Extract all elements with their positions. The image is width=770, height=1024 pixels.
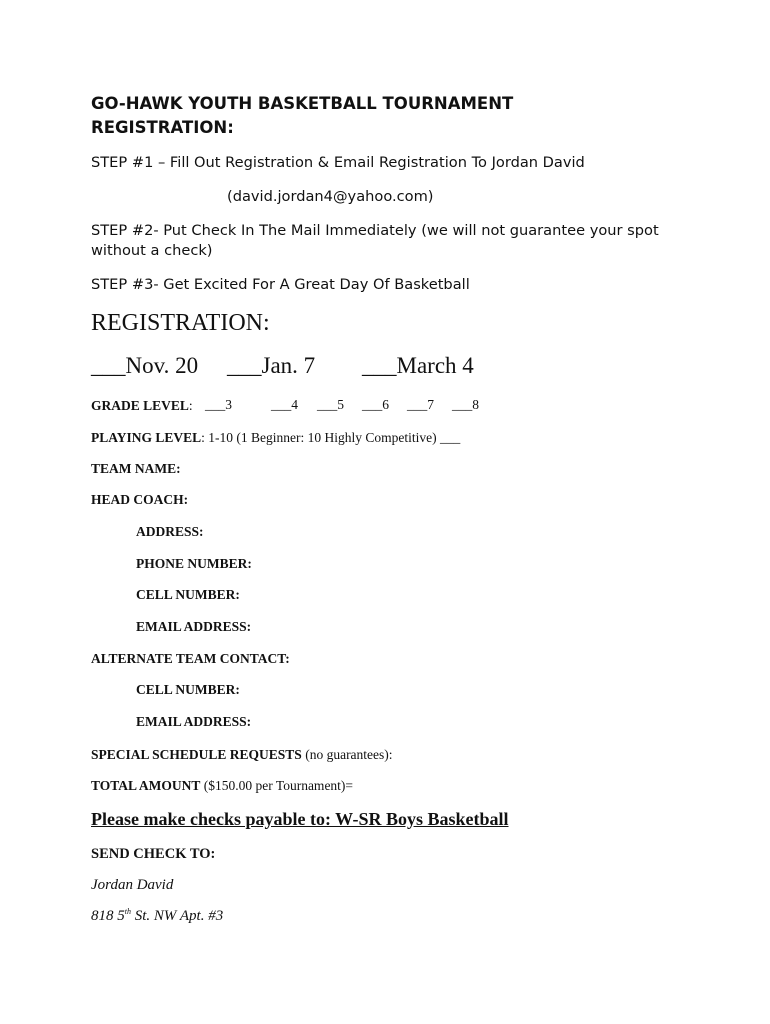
coach-address-label: ADDRESS: [136,524,204,539]
step-1: STEP #1 – Fill Out Registration & Email Registration To Jordan David [91,154,585,171]
special-requests-row [91,746,393,764]
grade-level-colon: : [188,398,193,413]
playing-level-row [91,429,460,447]
mailing-street [91,908,223,925]
step-3: STEP #3- Get Excited For A Great Day Of Basketball [91,276,470,293]
page-title: GO-HAWK YOUTH BASKETBALL TOURNAMENT REGISTRATION: [91,94,514,137]
coach-cell-label: CELL NUMBER: [136,587,240,602]
grade-level-row [91,397,193,415]
registration-heading: REGISTRATION: [91,310,270,336]
total-amount-label: TOTAL AMOUNT [91,778,201,793]
grade-option-5[interactable]: ___5 [317,397,344,412]
total-amount-row [91,777,353,795]
special-requests-note: (no guarantees): [301,747,393,762]
grade-option-4[interactable]: ___4 [271,397,298,412]
grade-level-label: GRADE LEVEL [91,398,189,413]
playing-level-label: PLAYING LEVEL [91,430,202,445]
street-suffix: St. NW Apt. #3 [130,908,224,924]
payable-to-line: Please make checks payable to: W-SR Boys Basketball [91,809,509,829]
grade-option-7[interactable]: ___7 [407,397,434,412]
team-name-label: TEAM NAME: [91,461,181,476]
send-check-label: SEND CHECK TO: [91,846,216,862]
contact-email: (david.jordan4@yahoo.com) [227,188,434,205]
coach-phone-label: PHONE NUMBER: [136,556,252,571]
grade-option-3[interactable]: ___3 [205,397,232,412]
street-ordinal: th [124,907,131,916]
street-prefix: 818 5 [91,908,125,924]
grade-option-6[interactable]: ___6 [362,397,389,412]
coach-email-label: EMAIL ADDRESS: [136,619,252,634]
date-option-jan[interactable]: ___Jan. 7 [227,353,316,378]
grade-option-8[interactable]: ___8 [452,397,479,412]
mailing-name: Jordan David [91,877,174,893]
date-option-march[interactable]: ___March 4 [362,353,474,378]
playing-level-detail: : 1-10 (1 Beginner: 10 Highly Competitive) ___ [201,430,461,445]
head-coach-label: HEAD COACH: [91,492,189,507]
step-2: STEP #2- Put Check In The Mail Immediately (we will not guarantee your spot without a check) [91,222,659,259]
alternate-contact-label: ALTERNATE TEAM CONTACT: [91,651,290,666]
alternate-cell-label: CELL NUMBER: [136,682,240,697]
special-requests-label: SPECIAL SCHEDULE REQUESTS [91,747,302,762]
date-option-nov[interactable]: ___Nov. 20 [91,353,199,378]
total-amount-note: ($150.00 per Tournament)= [200,778,354,793]
alternate-email-label: EMAIL ADDRESS: [136,714,252,729]
